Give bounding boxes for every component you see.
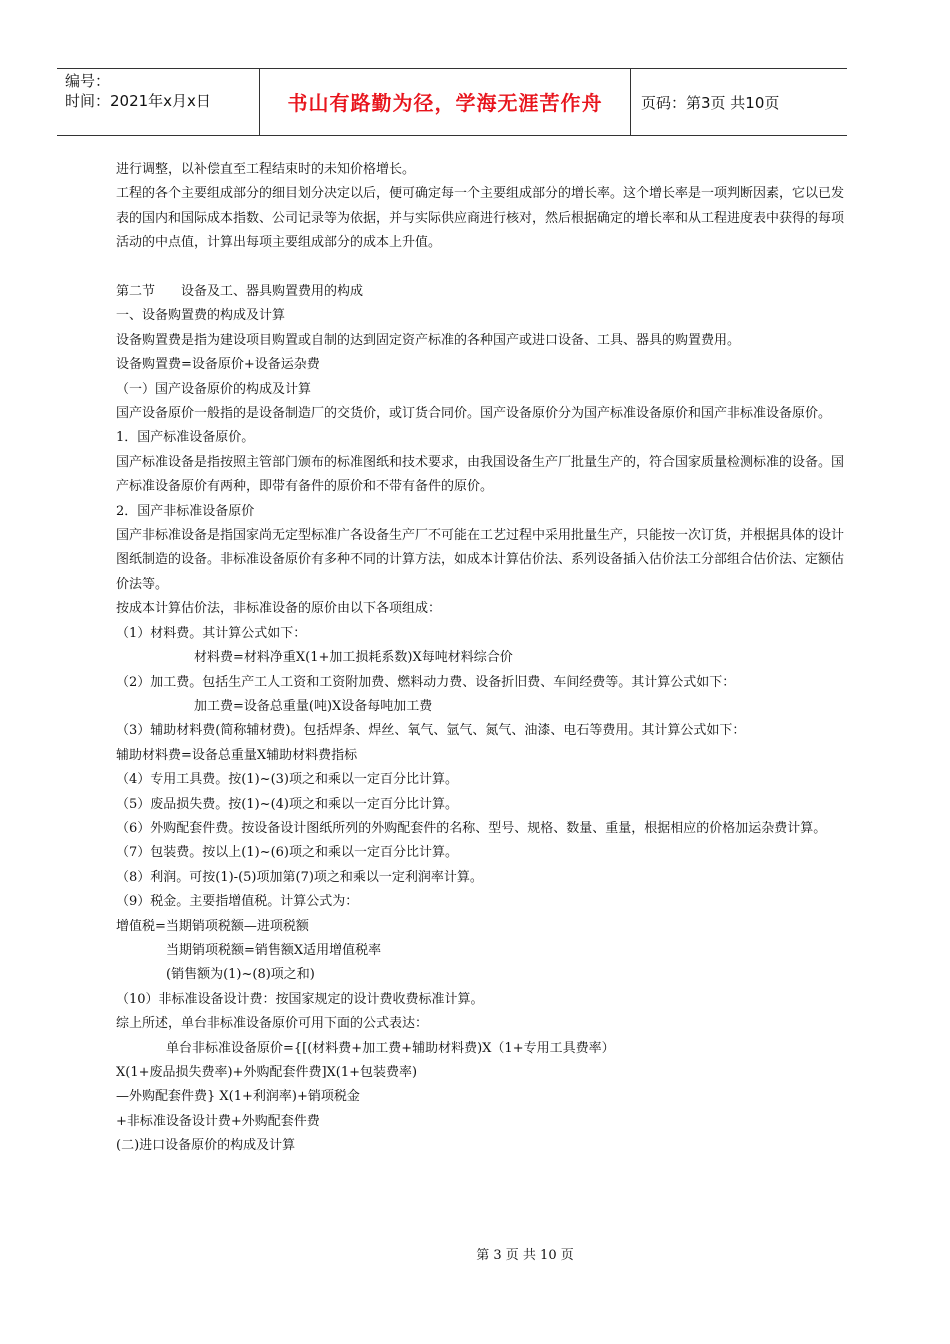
formula-line: 增值税=当期销项税额—进项税额	[116, 918, 309, 934]
document-number-label: 编号：	[65, 72, 111, 90]
paragraph-line: 国产设备原价一般指的是设备制造厂的交货价，或订货合同价。国产设备原价分为国产标准设备原价和国产非标准设备原价。	[116, 406, 832, 422]
paragraph-line: 综上所述，单台非标准设备原价可用下面的公式表达：	[116, 1016, 429, 1032]
page-footer: 第 3 页 共 10 页	[476, 1248, 574, 1263]
document-time-label: 时间：2021年x月x日	[65, 92, 211, 110]
paragraph-line: 国产非标准设备是指国家尚无定型标准广各设备生产厂不可能在工艺过程中采用批量生产，只能按一次订货，并根据具体的设计图纸制造的设备。非标准设备原价有多种不同的计算方法，如成本计算估价法、系列设备插入估价法工分部组合估价法、定额估价法等。	[116, 528, 845, 592]
list-item: （10）非标准设备设计费：按国家规定的设计费收费标准计算。	[116, 991, 484, 1007]
list-item: （9）税金。主要指增值税。计算公式为：	[116, 894, 359, 910]
subsection-heading: （一）国产设备原价的构成及计算	[116, 381, 312, 397]
list-item: （5）废品损失费。按(1)~(4)项之和乘以一定百分比计算。	[116, 796, 458, 812]
list-item: （3）辅助材料费(简称辅材费)。包括焊条、焊丝、氧气、氩气、氮气、油漆、电石等费用。其计算公式如下：	[116, 723, 746, 739]
paragraph-line: 按成本计算估价法，非标准设备的原价由以下各项组成：	[116, 601, 442, 617]
list-item: （7）包装费。按以上(1)~(6)项之和乘以一定百分比计算。	[116, 845, 458, 861]
list-item: （4）专用工具费。按(1)~(3)项之和乘以一定百分比计算。	[116, 772, 458, 788]
paragraph-line: 国产标准设备是指按照主管部门颁布的标准图纸和技术要求，由我国设备生产厂批量生产的，符合国家质量检测标准的设备。国产标准设备原价有两种，即带有备件的原价和不带有备件的原价。	[116, 454, 845, 495]
header-motto: 书山有路勤为径，学海无涯苦作舟	[259, 69, 631, 135]
list-item: （2）加工费。包括生产工人工资和工资附加费、燃料动力费、设备折旧费、车间经费等。其计算公式如下：	[116, 674, 736, 690]
formula-line: 设备购置费=设备原价+设备运杂费	[116, 357, 320, 373]
formula-line: X(1+废品损失费率)+外购配套件费]X(1+包装费率)	[116, 1065, 418, 1081]
formula-line: (销售额为(1)~(8)项之和)	[166, 967, 315, 983]
formula-line: 单台非标准设备原价={[(材料费+加工费+辅助材料费)X（1+专用工具费率）	[166, 1040, 615, 1056]
page-header	[57, 68, 847, 136]
header-page-label: 页码：第3页 共10页	[641, 94, 780, 112]
formula-line: +非标准设备设计费+外购配套件费	[116, 1113, 320, 1129]
formula-line: 辅助材料费=设备总重量X辅助材料费指标	[116, 747, 358, 763]
blank-line	[116, 256, 856, 280]
list-heading: 2．国产非标准设备原价	[116, 503, 255, 519]
paragraph-line: 工程的各个主要组成部分的细目划分决定以后，便可确定每一个主要组成部分的增长率。这个增长率是一项判断因素，它以已发表的国内和国际成本指数、公司记录等为依据，并与实际供应商进行核对，然后根据确定的增长率和从工程进度表中获得的每项活动的中点值，计算出每项主要组成部分的成本上升值。	[116, 186, 845, 251]
header-meta	[57, 69, 259, 135]
section-heading: 第二节 设备及工、器具购置费用的构成	[116, 284, 364, 300]
subsection-heading: 一、设备购置费的构成及计算	[116, 308, 286, 324]
formula-line: 加工费=设备总重量(吨)X设备每吨加工费	[194, 698, 433, 714]
paragraph-line: 设备购置费是指为建设项目购置或自制的达到固定资产标准的各种国产或进口设备、工具、器具的购置费用。	[116, 332, 741, 348]
list-item: （6）外购配套件费。按设备设计图纸所列的外购配套件的名称、型号、规格、数量、重量，根据相应的价格加运杂费计算。	[116, 820, 827, 836]
paragraph-line: 进行调整，以补偿直至工程结束时的未知价格增长。	[116, 162, 416, 177]
formula-line: 材料费=材料净重X(1+加工损耗系数)X每吨材料综合价	[194, 650, 513, 666]
list-item: （8）利润。可按(1)-(5)项加第(7)项之和乘以一定利润率计算。	[116, 869, 483, 885]
formula-line: —外购配套件费} X(1+利润率)+销项税金	[116, 1089, 360, 1105]
formula-line: 当期销项税额=销售额X适用增值税率	[166, 942, 382, 958]
document-body	[116, 158, 856, 1159]
list-item: （1）材料费。其计算公式如下：	[116, 625, 307, 641]
list-heading: 1．国产标准设备原价。	[116, 430, 255, 446]
subsection-heading: (二)进口设备原价的构成及计算	[116, 1138, 296, 1154]
